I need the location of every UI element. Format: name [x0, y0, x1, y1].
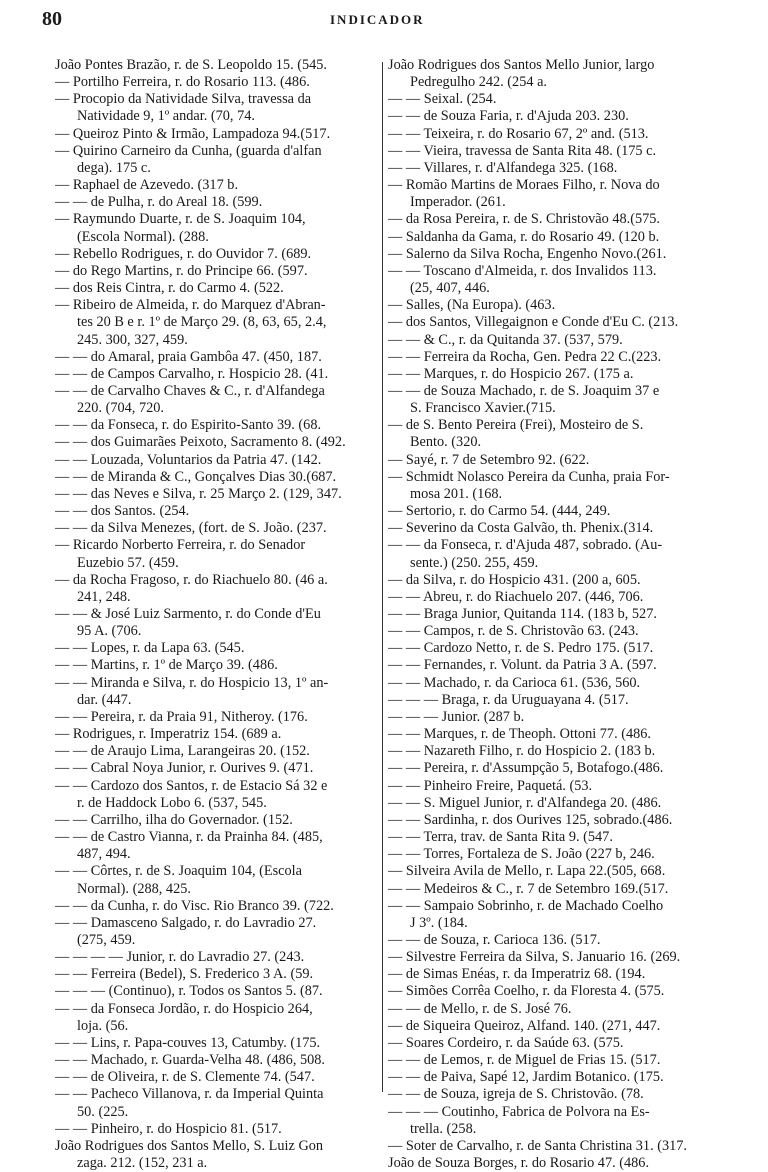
directory-entry [388, 1086, 738, 1103]
directory-entry [388, 657, 738, 674]
entry-line: — de S. Bento Pereira (Frei), Mosteiro de S. [388, 417, 644, 434]
entry-line: 95 A. (706. [77, 623, 142, 640]
directory-entry [55, 143, 377, 177]
directory-entry [55, 898, 377, 915]
entry-line: Bento. (320. [410, 434, 482, 451]
entry-line: (25, 407, 446. [410, 280, 490, 297]
entry-line: João Rodrigues dos Santos Mello, S. Luiz Gon [55, 1137, 324, 1154]
entry-line: — — da Cunha, r. do Visc. Rio Branco 39. (722. [55, 897, 334, 914]
entry-line: — Rodrigues, r. Imperatriz 154. (689 a. [55, 726, 282, 743]
entry-line: — Procopio da Natividade Silva, travessa da [55, 91, 312, 108]
entry-line: — — de Carvalho Chaves & C., r. d'Alfandega [55, 382, 325, 399]
entry-line: — — Campos, r. de S. Christovão 63. (243. [388, 623, 639, 640]
entry-line: João Rodrigues dos Santos Mello Junior, largo [388, 57, 655, 73]
directory-entry [55, 829, 377, 863]
directory-entry [55, 949, 377, 966]
entry-line: dar. (447. [77, 691, 132, 708]
directory-entry [55, 1138, 377, 1172]
entry-line: — — Braga Junior, Quitanda 114. (183 b, 527. [388, 606, 657, 622]
entry-line: — — dos Guimarães Peixoto, Sacramento 8. (492. [55, 434, 346, 451]
directory-entry [388, 211, 738, 228]
directory-entry [388, 898, 738, 932]
directory-entry [55, 572, 377, 606]
directory-entry [388, 1035, 738, 1052]
directory-entry [388, 589, 738, 606]
directory-entry [55, 177, 377, 194]
directory-entry [55, 452, 377, 469]
entry-line: — — Toscano d'Almeida, r. dos Invalidos 113. [388, 262, 657, 279]
directory-entry [55, 743, 377, 760]
entry-line: — — de Souza, igreja de S. Christovão. (78. [388, 1086, 644, 1103]
entry-line: — dos Reis Cintra, r. do Carmo 4. (522. [55, 280, 284, 297]
entry-line: — da Silva, r. do Hospicio 431. (200 a, 605. [388, 571, 641, 588]
entry-line: — — das Neves e Silva, r. 25 Março 2. (129, 347. [55, 485, 342, 502]
directory-entry [55, 1001, 377, 1035]
entry-line: S. Francisco Xavier.(715. [410, 400, 556, 417]
directory-entry [388, 966, 738, 983]
directory-entry [55, 1086, 377, 1120]
directory-entry [388, 91, 738, 108]
entry-line: — — de Mello, r. de S. José 76. [388, 1000, 572, 1017]
entry-line: — — Sampaio Sobrinho, r. de Machado Coelho [388, 897, 664, 914]
directory-entry [388, 503, 738, 520]
entry-line: zaga. 212. (152, 231 a. [77, 1155, 208, 1171]
directory-entry [388, 366, 738, 383]
entry-line: — — Pereira, r. da Praia 91, Nitheroy. (176. [55, 708, 308, 725]
column-divider [382, 62, 383, 1092]
directory-entry [388, 1052, 738, 1069]
directory-entry [55, 503, 377, 520]
entry-line: r. de Haddock Lobo 6. (537, 545. [77, 794, 267, 811]
directory-entry [55, 983, 377, 1000]
entry-line: — — Lopes, r. da Lapa 63. (545. [55, 640, 245, 657]
entry-line: dega). 175 c. [77, 159, 151, 176]
entry-line: — — de Castro Vianna, r. da Prainha 84. (485, [55, 829, 323, 846]
entry-line: — — — (Continuo), r. Todos os Santos 5. (87. [55, 983, 323, 1000]
directory-entry [55, 417, 377, 434]
entry-line: — Ricardo Norberto Ferreira, r. do Senador [55, 537, 306, 554]
directory-entry [55, 263, 377, 280]
directory-entry [388, 1104, 738, 1138]
directory-entry [55, 366, 377, 383]
entry-line: — — da Fonseca Jordão, r. do Hospicio 264, [55, 1000, 313, 1017]
entry-line: — — de Souza Machado, r. de S. Joaquim 37 e [388, 382, 660, 399]
directory-entry [388, 246, 738, 263]
directory-entry [388, 949, 738, 966]
entry-line: — — Sardinha, r. dos Ourives 125, sobrado.(486. [388, 811, 673, 828]
entry-line: — Portilho Ferreira, r. do Rosario 113. (486. [55, 74, 310, 91]
entry-line: — — & C., r. da Quitanda 37. (537, 579. [388, 331, 623, 348]
page-number: 80 [42, 8, 62, 30]
entry-line: — — de Souza, r. Carioca 136. (517. [388, 931, 601, 948]
directory-entry [55, 91, 377, 125]
entry-line: Euzebio 57. (459. [77, 554, 179, 571]
entry-line: Natividade 9, 1º andar. (70, 74. [77, 108, 255, 125]
directory-entry [388, 675, 738, 692]
entry-line: — Silvestre Ferreira da Silva, S. Januario 16. (269. [388, 949, 681, 966]
directory-entry [388, 623, 738, 640]
entry-line: — — — — Junior, r. do Lavradio 27. (243. [55, 949, 305, 966]
directory-entry [55, 434, 377, 451]
directory-entry [388, 1018, 738, 1035]
entry-line: — — Machado, r. Guarda-Velha 48. (486, 508. [55, 1052, 325, 1069]
entry-line: — — Martins, r. 1º de Março 39. (486. [55, 657, 278, 674]
entry-line: — Salles, (Na Europa). (463. [388, 297, 556, 314]
entry-line: — de Siqueira Queiroz, Alfand. 140. (271, 447. [388, 1017, 661, 1034]
entry-line: — Raphael de Azevedo. (317 b. [55, 177, 239, 194]
directory-entry [388, 469, 738, 503]
left-column [55, 57, 377, 1172]
directory-entry [388, 778, 738, 795]
entry-line: — Severino da Costa Galvão, th. Phenix.(314. [388, 520, 654, 537]
entry-line: — — — Junior. (287 b. [388, 708, 525, 725]
directory-entry [55, 126, 377, 143]
directory-entry [388, 726, 738, 743]
entry-line: — — & José Luiz Sarmento, r. do Conde d'Eu [55, 606, 321, 622]
entry-line: — — Cardozo dos Santos, r. de Estacio Sá 32 e [55, 777, 328, 794]
entry-line: — do Rego Martins, r. do Principe 66. (597. [55, 262, 308, 279]
directory-entry [55, 778, 377, 812]
entry-line: — Ribeiro de Almeida, r. do Marquez d'Abran- [55, 297, 326, 314]
entry-line: 487, 494. [77, 846, 131, 863]
entry-line: — — de Miranda & C., Gonçalves Dias 30.(687. [55, 468, 337, 485]
entry-line: — Saldanha da Gama, r. do Rosario 49. (120 b. [388, 228, 660, 245]
entry-line: — Soter de Carvalho, r. de Santa Christina 31. (317. [388, 1137, 687, 1154]
entry-line: — — — Braga, r. da Uruguayana 4. (517. [388, 691, 629, 708]
entry-line: — — Torres, Fortaleza de S. João (227 b, 246. [388, 846, 655, 863]
entry-line: — da Rocha Fragoso, r. do Riachuelo 80. (46 a. [55, 571, 328, 588]
entry-line: — — Marques, r. do Hospicio 267. (175 a. [388, 365, 634, 382]
entry-line: — — do Amaral, praia Gambôa 47. (450, 187. [55, 348, 322, 365]
directory-entry [55, 469, 377, 486]
entry-line: — — Ferreira da Rocha, Gen. Pedra 22 C.(223. [388, 348, 662, 365]
entry-line: — — Pacheco Villanova, r. da Imperial Quinta [55, 1086, 324, 1103]
entry-line: — — Côrtes, r. de S. Joaquim 104, (Escola [55, 863, 302, 880]
entry-line: J 3º. (184. [410, 914, 468, 931]
entry-line: — — Fernandes, r. Volunt. da Patria 3 A. (597. [388, 657, 657, 674]
directory-entry [388, 795, 738, 812]
entry-line: João Pontes Brazão, r. de S. Leopoldo 15. (545. [55, 57, 327, 73]
directory-entry [388, 143, 738, 160]
entry-line: — — Miranda e Silva, r. do Hospicio 13, 1º an- [55, 674, 329, 691]
entry-line: — — de Campos Carvalho, r. Hospicio 28. (41. [55, 365, 329, 382]
entry-line: — dos Santos, Villegaignon e Conde d'Eu C. (213. [388, 314, 679, 331]
directory-entry [388, 692, 738, 709]
directory-entry [388, 349, 738, 366]
directory-entry [388, 160, 738, 177]
directory-entry [388, 881, 738, 898]
directory-entry [55, 349, 377, 366]
entry-line: — da Rosa Pereira, r. de S. Christovão 48.(575. [388, 211, 660, 228]
entry-line: — — Pereira, r. d'Assumpção 5, Botafogo.(486. [388, 760, 664, 777]
directory-entry [55, 1121, 377, 1138]
directory-entry [55, 966, 377, 983]
directory-entry [388, 572, 738, 589]
directory-entry [55, 812, 377, 829]
directory-entry [55, 760, 377, 777]
directory-entry [388, 537, 738, 571]
directory-entry [55, 297, 377, 348]
entry-line: — — da Fonseca, r. do Espirito-Santo 39. (68. [55, 417, 322, 434]
directory-entry [388, 606, 738, 623]
entry-line: sente.) (250. 255, 459. [410, 554, 539, 571]
entry-line: (275, 459. [77, 931, 136, 948]
directory-entry [388, 57, 738, 91]
directory-entry [388, 1155, 738, 1172]
entry-line: — — Marques, r. de Theoph. Ottoni 77. (486. [388, 726, 652, 743]
entry-line: — — Nazareth Filho, r. do Hospicio 2. (183 b. [388, 743, 656, 760]
entry-line: — Raymundo Duarte, r. de S. Joaquim 104, [55, 211, 306, 228]
entry-line: 241, 248. [77, 588, 131, 605]
entry-line: — — Lins, r. Papa-couves 13, Catumby. (175. [55, 1034, 321, 1051]
directory-entry [388, 760, 738, 777]
entry-line: — — Teixeira, r. do Rosario 67, 2º and. (513. [388, 125, 649, 142]
directory-entry [388, 332, 738, 349]
directory-entry [388, 177, 738, 211]
directory-entry [388, 709, 738, 726]
entry-line: — Quirino Carneiro da Cunha, (guarda d'alfan [55, 142, 322, 159]
entry-line: João de Souza Borges, r. do Rosario 47. (486. [388, 1155, 650, 1171]
directory-entry [55, 1069, 377, 1086]
entry-line: — Salerno da Silva Rocha, Engenho Novo.(261. [388, 245, 667, 262]
entry-line: — — Medeiros & C., r. 7 de Setembro 169.(517. [388, 880, 669, 897]
entry-line: — — S. Miguel Junior, r. d'Alfandega 20. (486. [388, 794, 662, 811]
entry-line: — — de Araujo Lima, Larangeiras 20. (152. [55, 743, 310, 760]
directory-entry [388, 126, 738, 143]
directory-entry [388, 932, 738, 949]
entry-line: — — de Souza Faria, r. d'Ajuda 203. 230. [388, 108, 629, 125]
directory-entry [55, 537, 377, 571]
entry-line: loja. (56. [77, 1017, 129, 1034]
directory-entry [55, 383, 377, 417]
entry-line: — — dos Santos. (254. [55, 503, 190, 520]
entry-line: — — — Coutinho, Fabrica de Polvora na Es- [388, 1103, 650, 1120]
directory-entry [55, 709, 377, 726]
directory-entry [388, 520, 738, 537]
entry-line: — Romão Martins de Moraes Filho, r. Nova do [388, 177, 660, 194]
directory-entry [388, 1001, 738, 1018]
directory-entry [55, 606, 377, 640]
directory-entry [55, 640, 377, 657]
entry-line: — — Vieira, travessa de Santa Rita 48. (175 c. [388, 142, 657, 159]
entry-line: Normal). (288, 425. [77, 880, 191, 897]
entry-line: — Soares Cordeiro, r. da Saúde 63. (575. [388, 1034, 624, 1051]
entry-line: — — da Fonseca, r. d'Ajuda 487, sobrado. (Au- [388, 537, 663, 554]
entry-line: tes 20 B e r. 1º de Março 29. (8, 63, 65, 2.4, [77, 314, 327, 331]
directory-entry [388, 983, 738, 1000]
entry-line: — — Ferreira (Bedel), S. Frederico 3 A. (59. [55, 966, 314, 983]
entry-line: 220. (704, 720. [77, 400, 164, 417]
directory-entry [388, 812, 738, 829]
entry-line: — — Pinheiro, r. do Hospicio 81. (517. [55, 1120, 282, 1137]
entry-line: — Schmidt Nolasco Pereira da Cunha, praia For- [388, 468, 670, 485]
entry-line: — — Machado, r. da Carioca 61. (536, 560. [388, 674, 641, 691]
entry-line: — de Simas Enéas, r. da Imperatriz 68. (194. [388, 966, 646, 983]
entry-line: — — Terra, trav. de Santa Rita 9. (547. [388, 829, 613, 846]
entry-line: — Queiroz Pinto & Irmão, Lampadoza 94.(517. [55, 125, 331, 142]
entry-line: 245. 300, 327, 459. [77, 331, 188, 348]
directory-entry [388, 743, 738, 760]
directory-entry [55, 486, 377, 503]
entry-line: — — Carrilho, ilha do Governador. (152. [55, 811, 293, 828]
directory-entry [388, 452, 738, 469]
directory-entry [388, 229, 738, 246]
directory-entry [388, 297, 738, 314]
entry-line: — Rebello Rodrigues, r. do Ouvidor 7. (689. [55, 245, 312, 262]
directory-entry [55, 74, 377, 91]
entry-line: — — Cardozo Netto, r. de S. Pedro 175. (517. [388, 640, 654, 657]
entry-line: — — Damasceno Salgado, r. do Lavradio 27. [55, 914, 317, 931]
entry-line: — — Seixal. (254. [388, 91, 497, 108]
entry-line: — — Louzada, Voluntarios da Patria 47. (142. [55, 451, 322, 468]
right-column [388, 57, 738, 1172]
entry-line: mosa 201. (168. [410, 485, 503, 502]
directory-entry [388, 108, 738, 125]
entry-line: 50. (225. [77, 1103, 129, 1120]
directory-entry [55, 246, 377, 263]
directory-entry [55, 280, 377, 297]
entry-line: — — Cabral Noya Junior, r. Ourives 9. (471. [55, 760, 314, 777]
entry-line: — — Pinheiro Freire, Paquetá. (53. [388, 777, 593, 794]
directory-entry [388, 640, 738, 657]
entry-line: — — de Pulha, r. do Areal 18. (599. [55, 194, 263, 211]
entry-line: — — Abreu, r. do Riachuelo 207. (446, 706. [388, 588, 644, 605]
entry-line: — Sertorio, r. do Carmo 54. (444, 249. [388, 503, 611, 520]
directory-entry [55, 211, 377, 245]
entry-line: — Silveira Avila de Mello, r. Lapa 22.(505, 668. [388, 863, 666, 880]
directory-entry [55, 1052, 377, 1069]
entry-line: Pedregulho 242. (254 a. [410, 74, 547, 91]
entry-line: — — Villares, r. d'Alfandega 325. (168. [388, 159, 618, 176]
directory-entry [55, 520, 377, 537]
directory-entry [55, 1035, 377, 1052]
directory-entry [388, 417, 738, 451]
directory-entry [388, 314, 738, 331]
directory-entry [388, 263, 738, 297]
entry-line: Imperador. (261. [410, 194, 506, 211]
running-head: INDICADOR [330, 12, 425, 27]
directory-entry [388, 1069, 738, 1086]
entry-line: — Sayé, r. 7 de Setembro 92. (622. [388, 451, 590, 468]
directory-entry [55, 657, 377, 674]
directory-entry [388, 863, 738, 880]
directory-entry [55, 863, 377, 897]
directory-entry [388, 1138, 738, 1155]
entry-line: — — da Silva Menezes, (fort. de S. João. (237. [55, 520, 327, 537]
directory-entry [55, 194, 377, 211]
directory-entry [55, 675, 377, 709]
entry-line: — — de Lemos, r. de Miguel de Frias 15. (517. [388, 1052, 661, 1069]
entry-line: — — de Oliveira, r. de S. Clemente 74. (547. [55, 1069, 315, 1086]
entry-line: trella. (258. [410, 1120, 477, 1137]
directory-entry [55, 915, 377, 949]
directory-entry [388, 829, 738, 846]
entry-line: — — de Paiva, Sapé 12, Jardim Botanico. (175. [388, 1069, 664, 1086]
entry-line: (Escola Normal). (288. [77, 228, 209, 245]
entry-line: — Simões Corrêa Coelho, r. da Floresta 4. (575. [388, 983, 665, 1000]
directory-entry [55, 726, 377, 743]
directory-entry [388, 846, 738, 863]
directory-entry [55, 57, 377, 74]
directory-entry [388, 383, 738, 417]
